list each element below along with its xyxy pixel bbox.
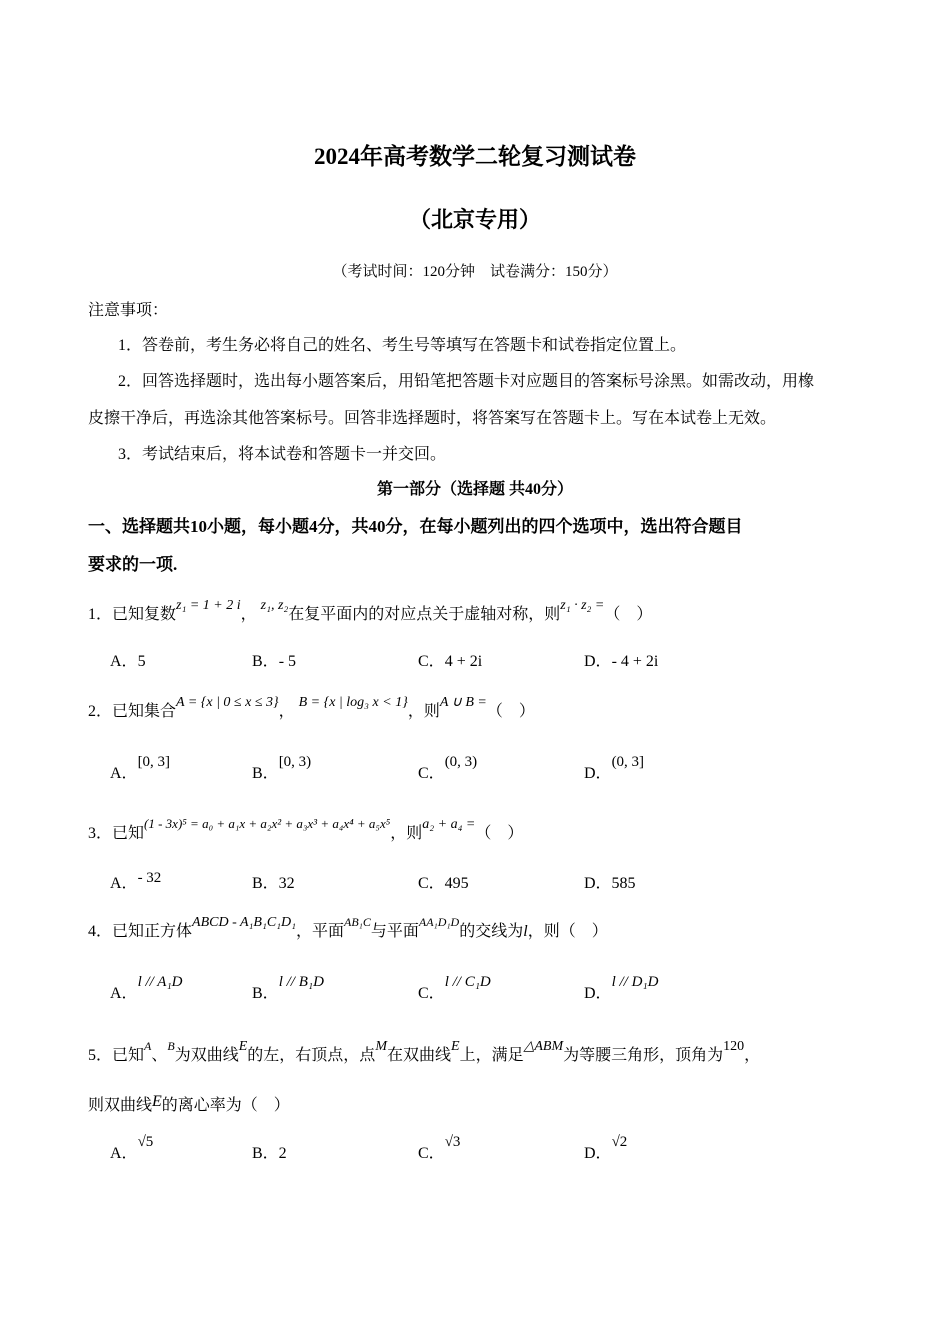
q5-d-label: D． xyxy=(584,1145,612,1162)
q5-option-a[interactable] xyxy=(110,1134,154,1163)
q4-b-value: l // B₁D xyxy=(278,974,324,990)
q5-e: E xyxy=(238,1039,248,1054)
q4-option-d[interactable] xyxy=(584,974,659,1003)
q2-option-c[interactable] xyxy=(418,754,478,783)
q3-a-label: A． xyxy=(110,875,138,892)
q1-option-a[interactable] xyxy=(110,648,146,671)
q4-line-l: l xyxy=(523,923,528,940)
exam-subtitle: （北京专用） xyxy=(408,207,541,232)
q4-cube: ABCD - A₁B₁C₁D₁ xyxy=(192,915,296,930)
q1-b-value: - 5 xyxy=(278,653,297,670)
q1-d-value: - 4 + 2i xyxy=(611,653,659,670)
q4-c-value: l // C₁D xyxy=(444,974,491,990)
q3-eq: (1 - 3x)⁵ = a₀ + a₁x + a₂x² + a₃x³ + a₄x⁴ + a₅x⁵ xyxy=(144,816,391,831)
q4-plane-1: AB₁C xyxy=(344,915,371,929)
q5-point-b: B xyxy=(167,1039,175,1053)
q3-option-d[interactable]: D．585 xyxy=(584,875,636,892)
q5-triangle: △ABM xyxy=(523,1039,564,1054)
instructions-line-2: 要求的一项. xyxy=(88,555,178,574)
part-one-heading: 第一部分（选择题 共40分） xyxy=(376,481,573,498)
q5-e3: E xyxy=(152,1093,162,1110)
question-2 xyxy=(88,695,535,721)
q1-option-c[interactable] xyxy=(418,648,482,671)
q2-option-d[interactable] xyxy=(584,754,645,783)
q4-b-label: B． xyxy=(252,985,279,1002)
q3-bracket: （ ） xyxy=(475,825,524,842)
q1-bracket: （ ） xyxy=(604,606,653,623)
q4-mid2: 与平面 xyxy=(370,923,419,940)
q4-option-a[interactable] xyxy=(110,974,183,1003)
q2-b-value: [0, 3) xyxy=(278,754,312,770)
q2-option-a[interactable] xyxy=(110,754,171,783)
question-1 xyxy=(88,598,653,624)
q5-a-label: A． xyxy=(110,1145,138,1162)
q3-option-c[interactable]: C．495 xyxy=(418,875,469,892)
q5-t3: 在双曲线 xyxy=(386,1047,451,1064)
q1-a-label: A． xyxy=(110,653,138,670)
q2-set-a: A = {x | 0 ≤ x ≤ 3} xyxy=(176,695,279,710)
q4-a-label: A． xyxy=(110,985,138,1002)
q1-mid2: 在复平面内的对应点关于虚轴对称，则 xyxy=(288,606,561,623)
q5-option-c[interactable] xyxy=(418,1134,461,1163)
q2-c-value: (0, 3) xyxy=(444,754,478,770)
q1-prod: z₁ · z₂ = xyxy=(560,598,605,613)
q3-option-a[interactable] xyxy=(110,870,161,893)
q2-set-b: B = {x | log₃ x < 1} xyxy=(298,695,408,710)
q5-c-label: C． xyxy=(418,1145,445,1162)
q2-pre: 2．已知集合 xyxy=(88,703,177,720)
q1-mid1: ， xyxy=(240,606,257,623)
q4-mid3: 的交线为 xyxy=(459,923,524,940)
q4-d-label: D． xyxy=(584,985,612,1002)
q4-d-value: l // D₁D xyxy=(611,974,659,990)
q5-t6: ， xyxy=(744,1047,761,1064)
q5-t1: 为双曲线 xyxy=(174,1047,239,1064)
q4-plane-2: AA₁D₁D xyxy=(418,915,460,929)
exam-title: 2024年高考数学二轮复习测试卷 xyxy=(314,144,636,169)
q4-pre: 4．已知正方体 xyxy=(88,923,193,940)
q2-d-label: D． xyxy=(584,765,612,782)
q5-sep: 、 xyxy=(151,1047,168,1064)
instructions-line-1: 一、选择题共10小题，每小题4分，共40分，在每小题列出的四个选项中，选出符合题目 xyxy=(88,517,743,536)
q5-option-d[interactable] xyxy=(584,1134,628,1163)
q5-t2: 的左，右顶点，点 xyxy=(247,1047,376,1064)
q4-a-value: l // A₁D xyxy=(137,974,183,990)
note-1: 1．答卷前，考生务必将自己的姓名、考生号等填写在答题卡和试卷指定位置上。 xyxy=(118,337,687,354)
q1-c-label: C． xyxy=(418,653,445,670)
q5-t4: 上，满足 xyxy=(459,1047,524,1064)
q2-a-label: A． xyxy=(110,765,138,782)
q5-e2: E xyxy=(451,1039,460,1054)
q5-pre: 5．已知 xyxy=(88,1047,145,1064)
q4-option-c[interactable] xyxy=(418,974,491,1003)
q3-option-b[interactable]: B．32 xyxy=(252,875,295,892)
q5-l2-pre: 则双曲线 xyxy=(88,1097,153,1114)
note-2b: 皮擦干净后，再选涂其他答案标号。回答非选择题时，将答案写在答题卡上。写在本试卷上无效。 xyxy=(88,410,777,427)
q2-mid2: ，则 xyxy=(407,703,440,720)
q2-c-label: C． xyxy=(418,765,445,782)
q3-pre: 3．已知 xyxy=(88,825,145,842)
question-3 xyxy=(88,816,524,843)
question-4 xyxy=(88,915,608,941)
q1-a-value: 5 xyxy=(137,653,146,670)
q4-post: ，则（ ） xyxy=(527,923,608,940)
q2-option-b[interactable] xyxy=(252,754,312,783)
q5-a-value: √5 xyxy=(137,1134,154,1150)
q2-a-value: [0, 3] xyxy=(137,754,171,770)
q2-d-value: (0, 3] xyxy=(611,754,645,770)
q1-zz: z₁, z₂ xyxy=(260,598,289,613)
q5-m: M xyxy=(375,1039,387,1054)
question-5 xyxy=(88,1039,761,1065)
q1-option-d[interactable] xyxy=(584,648,658,671)
note-3: 3．考试结束后，将本试卷和答题卡一并交回。 xyxy=(118,446,447,463)
q4-option-b[interactable] xyxy=(252,974,324,1003)
q5-point-a: A xyxy=(144,1039,152,1053)
note-2a: 2．回答选择题时，选出每小题答案后，用铅笔把答题卡对应题目的答案标号涂黑。如需改动，用橡 xyxy=(118,373,815,390)
q1-b-label: B． xyxy=(252,653,279,670)
q2-b-label: B． xyxy=(252,765,279,782)
q3-sum: a₂ + a₄ = xyxy=(422,817,476,832)
q2-bracket: （ ） xyxy=(486,703,535,720)
q2-mid1: ， xyxy=(278,703,295,720)
q5-l2-post: 的离心率为（ ） xyxy=(161,1097,290,1114)
q1-d-label: D． xyxy=(584,653,612,670)
q4-mid1: ，平面 xyxy=(296,923,345,940)
q3-mid: ，则 xyxy=(390,825,423,842)
q5-t5: 为等腰三角形，顶角为 xyxy=(563,1047,724,1064)
question-5-line-2 xyxy=(88,1092,290,1115)
q4-c-label: C． xyxy=(418,985,445,1002)
q5-d-value: √2 xyxy=(611,1134,628,1150)
q5-option-b[interactable]: B．2 xyxy=(252,1145,287,1162)
q1-option-b[interactable] xyxy=(252,648,296,671)
q3-a-value: - 32 xyxy=(137,870,162,886)
exam-meta: （考试时间：120分钟 试卷满分：150分） xyxy=(332,264,618,280)
q1-pre: 1．已知复数 xyxy=(88,606,177,623)
notes-heading: 注意事项： xyxy=(88,302,169,319)
q5-angle: 120 xyxy=(723,1039,745,1054)
q1-c-value: 4 + 2i xyxy=(444,653,483,670)
q2-union: A ∪ B = xyxy=(439,695,487,710)
q1-eq: z₁ = 1 + 2 i xyxy=(176,598,241,613)
q5-c-value: √3 xyxy=(444,1134,461,1150)
